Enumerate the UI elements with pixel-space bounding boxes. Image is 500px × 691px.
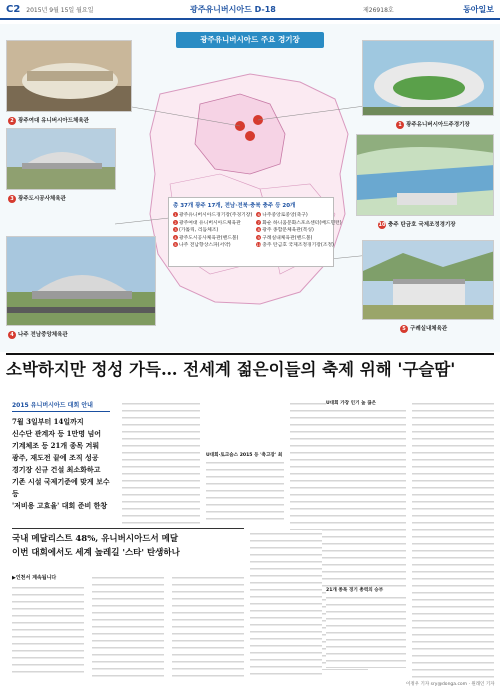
article-column-6 bbox=[412, 400, 494, 678]
lead-line: 기계체조 등 21개 종목 겨뤄 bbox=[12, 441, 100, 450]
lead-line: 기존 시설 국제기준에 맞게 보수 등 bbox=[12, 477, 110, 498]
sidebar-subhead: ▶인천서 계속됩니다 bbox=[12, 575, 57, 581]
sidebar-headline-line: 국내 메달리스트 48%, 유니버시아드서 메달 bbox=[12, 534, 179, 544]
article-column-1 bbox=[122, 400, 200, 524]
caption-photo-5: 5 구례실내체육관 bbox=[400, 324, 447, 333]
subhead-2: U대회 가장 인기 높 끊은 bbox=[326, 400, 406, 407]
lead-line: 경기장 신규 건설 최소화하고 bbox=[12, 465, 101, 474]
article-column-2 bbox=[206, 400, 284, 524]
legend-item: 3 (가톨릭, 리듬체조) bbox=[174, 227, 219, 233]
legend-left-column bbox=[173, 212, 252, 250]
venue-legend bbox=[168, 197, 342, 267]
map-title: 광주유니버시아드 주요 경기장 bbox=[176, 32, 324, 48]
caption-photo-4: 4 나주 전남중앙체육관 bbox=[8, 330, 68, 339]
caption-photo-2: 2 광주여대 유니버시아드체육관 bbox=[8, 116, 89, 125]
legend-item: 9 구례실내체육관(핸드볼) bbox=[257, 234, 313, 241]
lead-line: 광주, 재도전 끝에 조직 성공 bbox=[12, 453, 99, 462]
subhead-1: U대회·토크숨스 2015 등 '축고장' 최 bbox=[206, 453, 283, 458]
photo-gurye-gym bbox=[362, 240, 494, 320]
legend-item: 10충주 탄금호 국제조정경기장(조정) bbox=[256, 242, 334, 248]
issue-number: 제26918호 bbox=[363, 6, 394, 14]
sidebar-headline-line: 이번 대회에서도 세계 높레길 '스타' 탄생하나 bbox=[12, 548, 180, 558]
main-headline: 소박하지만 정성 가득… 전세계 젊은이들의 축제 위해 '구슬땀' bbox=[6, 353, 494, 383]
legend-item: 4 광주도시공사체육관(핸드볼) bbox=[174, 234, 239, 241]
issue-date: 2015년 9월 15일 월요일 bbox=[26, 6, 94, 14]
lead-line: '저비용 고효율' 대회 준비 한창 bbox=[12, 501, 108, 510]
subhead-3: 21개 종목 경기 총력의 승부 bbox=[326, 587, 406, 594]
sidebar-article bbox=[12, 528, 244, 570]
article-column-5 bbox=[326, 400, 406, 670]
lead-line: 신수단 관계자 등 1만명 넘어 bbox=[12, 429, 102, 438]
legend-item: 5 나주 전남향상스파(서약) bbox=[174, 242, 231, 248]
section-title: 광주유니버시아드 D-18 bbox=[190, 4, 276, 14]
legend-item: 6 나주중앙로중앙(축구) bbox=[257, 212, 308, 218]
venue-marker-3 bbox=[245, 131, 255, 141]
photo-gwangju-womens-univ-gym bbox=[6, 40, 132, 112]
lead-summary-box bbox=[12, 400, 110, 512]
legend-item: 8 광주 종합문체육관(복싱) bbox=[257, 227, 314, 233]
caption-photo-10: 10 충주 탄금호 국제조정경기장 bbox=[378, 222, 456, 228]
legend-item: 2 광주여대 유니버시아드체육관 bbox=[174, 219, 241, 226]
lead-title: 2015 유니버시아드 대회 안내 bbox=[12, 400, 110, 412]
lead-line: 7월 3일부터 14일까지 bbox=[12, 417, 84, 426]
newspaper-logo: 동아일보 bbox=[463, 3, 494, 14]
caption-photo-3: 3 광주도시공사체육관 bbox=[8, 194, 66, 203]
legend-heading: 총 37개 광주 17개, 전남·전북·충북 충주 등 20개 bbox=[173, 203, 296, 209]
sidebar-column-2 bbox=[92, 574, 164, 678]
page-header bbox=[0, 0, 500, 20]
photo-chungju-rowing bbox=[356, 134, 494, 216]
sidebar-column-1 bbox=[12, 584, 84, 678]
page-number: C2 bbox=[6, 3, 21, 15]
photo-naju-gym bbox=[6, 236, 156, 326]
photo-urban-corp-gym bbox=[6, 128, 116, 190]
sidebar-column-3 bbox=[172, 574, 244, 678]
caption-photo-1: 1 광주유니버시아드주경기장 bbox=[396, 120, 470, 129]
sidebar-column-4 bbox=[250, 530, 322, 678]
legend-item: 1 광주유니버시아드경기장(주경기장) bbox=[174, 212, 253, 218]
photo-main-stadium bbox=[362, 40, 494, 116]
legend-right-column bbox=[256, 212, 341, 250]
legend-item: 7 화순 하니움문화스포츠센터(배드민턴) bbox=[257, 219, 342, 226]
byline: 이정우 기자 sry@donga.com · 원래인 기자 bbox=[406, 682, 495, 687]
